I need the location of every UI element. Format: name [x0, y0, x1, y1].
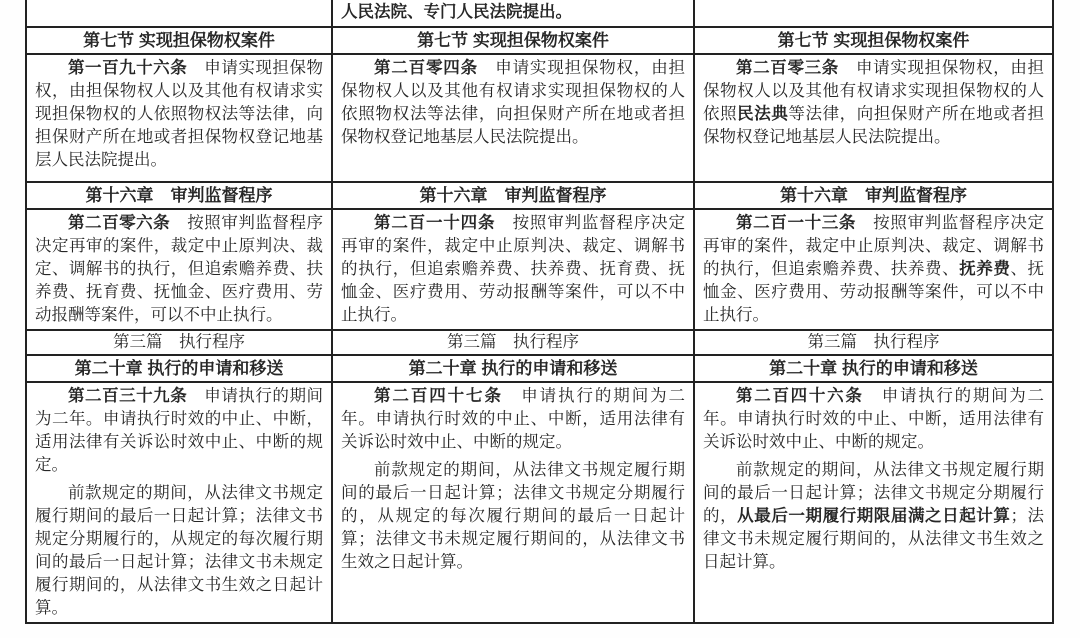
chapter-16-header-row: [26, 182, 1053, 209]
text-run: 申请执行的期间为二年。申请执行时效的中止、中断，适用法律有关诉讼时效中止、中断的规定。: [703, 387, 1044, 451]
chapter-20-header-row-cell-3: 第二十章 执行的申请和移送: [694, 355, 1053, 382]
section-7-header-row-cell-1: 第七节 实现担保物权案件: [26, 27, 332, 54]
bold-text-run: 第二百四十六条: [736, 387, 864, 405]
part-3-header-row: [26, 330, 1053, 355]
text-run: 、抚恤金、医疗费用、劳动报酬等案件，可以不中止执行。: [703, 260, 1045, 324]
bold-text-run: 第二百一十四条: [374, 214, 496, 232]
text-run: 按照审判监督程序决定再审的案件，裁定中止原判决、裁定、调解书的执行，但追索赡养费、扶养费、抚育费、抚恤金、医疗费用、劳动报酬等案件，可以不中止执行。: [341, 214, 686, 324]
bold-text-run: 第二百零六条: [68, 214, 171, 232]
section-7-header-row: [26, 27, 1053, 54]
paragraph: [703, 459, 1044, 574]
bold-text-run: 第二百三十九条: [68, 387, 188, 405]
execution-application-article-row-cell-2: [332, 382, 694, 623]
secured-property-rights-article-row: [26, 54, 1053, 182]
text-run: 前款规定的期间，从法律文书规定履行期间的最后一日起计算；法律文书规定分期履行的，从规定的每次履行期间的最后一日起计算；法律文书未规定履行期间的，从法律文书生效之日起计算。: [35, 484, 323, 617]
text-run: 申请执行的期间为二年。申请执行时效的中止、中断，适用法律有关诉讼时效中止、中断的规定。: [35, 387, 324, 474]
text-run: 申请实现担保物权，由担保物权人以及其他有权请求实现担保物权的人依照物权法等法律，向担保财产所在地或者担保物权登记地基层人民法院提出。: [35, 59, 324, 169]
text-run: 前款规定的期间，从法律文书规定履行期间的最后一日起计算；法律文书规定分期履行的，从规定的每次履行期间的最后一日起计算；法律文书未规定履行期间的，从法律文书生效之日起计算。: [341, 461, 685, 571]
execution-application-article-row-cell-1: [26, 382, 332, 623]
trial-supervision-article-row-cell-2: [332, 209, 694, 330]
text-run: 申请实现担保物权，由担保物权人以及其他有权请求实现担保物权的人依照: [703, 59, 1045, 123]
trial-supervision-article-row-cell-3: [694, 209, 1053, 330]
bold-text-run: 第二百零三条: [736, 59, 839, 77]
chapter-16-header-row-cell-3: 第十六章 审判监督程序: [694, 182, 1053, 209]
execution-application-article-row-cell-3: [694, 382, 1053, 623]
paragraph: [35, 385, 323, 477]
bold-text-run: 人民法院、专门人民法院提出。: [341, 3, 572, 21]
bold-text-run: 第二百零四条: [374, 59, 478, 77]
paragraph: [35, 57, 323, 172]
section-7-header-row-cell-3: 第七节 实现担保物权案件: [694, 27, 1053, 54]
bold-text-run: 第二百四十七条: [374, 387, 503, 405]
bold-text-run: 从最后一期履行期限届满之日起计算: [737, 507, 1011, 525]
secured-property-rights-article-row-cell-3: [694, 54, 1053, 182]
bold-text-run: 民法典: [737, 105, 789, 123]
paragraph: [341, 459, 685, 574]
part-3-header-row-cell-3: 第三篇 执行程序: [694, 330, 1053, 355]
secured-property-rights-article-row-cell-1: [26, 54, 332, 182]
continuation-row: [26, 0, 1053, 27]
paragraph: [35, 482, 323, 620]
part-3-header-row-cell-1: 第三篇 执行程序: [26, 330, 332, 355]
text-run: 按照审判监督程序决定再审的案件，裁定中止原判决、裁定、调解书的执行，但追索赡养费、扶养费、抚育费、抚恤金、医疗费用、劳动报酬等案件，可以不中止执行。: [35, 214, 324, 324]
execution-application-article-row: [26, 382, 1053, 623]
text-run: 按照审判监督程序决定再审的案件，裁定中止原判决、裁定、调解书的执行，但追索赡养费、扶养费、: [703, 214, 1045, 278]
trial-supervision-article-row-cell-1: [26, 209, 332, 330]
bold-text-run: 抚养费: [959, 260, 1011, 278]
bold-text-run: 第二百一十三条: [736, 214, 857, 232]
paragraph: [341, 385, 685, 454]
paragraph: [341, 57, 685, 149]
section-7-header-row-cell-2: 第七节 实现担保物权案件: [332, 27, 694, 54]
paragraph: [703, 57, 1044, 149]
chapter-16-header-row-cell-1: 第十六章 审判监督程序: [26, 182, 332, 209]
continuation-row-cell-2: [332, 0, 694, 27]
text-run: 等法律，向担保财产所在地或者担保物权登记地基层人民法院提出。: [703, 105, 1045, 146]
text-run: 申请执行的期间为二年。申请执行时效的中止、中断，适用法律有关诉讼时效中止、中断的规定。: [341, 387, 685, 451]
chapter-20-header-row-cell-1: 第二十章 执行的申请和移送: [26, 355, 332, 382]
paragraph: [703, 212, 1044, 327]
continuation-row-cell-3: [694, 0, 1053, 27]
text-run: ；法律文书未规定履行期间的，从法律文书生效之日起计算。: [703, 507, 1045, 571]
bold-text-run: 第一百九十六条: [68, 59, 188, 77]
paragraph: [703, 385, 1044, 454]
paragraph: [341, 212, 685, 327]
part-3-header-row-cell-2: 第三篇 执行程序: [332, 330, 694, 355]
continuation-row-cell-1: [26, 0, 332, 27]
chapter-16-header-row-cell-2: 第十六章 审判监督程序: [332, 182, 694, 209]
trial-supervision-article-row: [26, 209, 1053, 330]
chapter-20-header-row: [26, 355, 1053, 382]
text-run: 申请实现担保物权，由担保物权人以及其他有权请求实现担保物权的人依照物权法等法律，向担保财产所在地或者担保物权登记地基层人民法院提出。: [341, 59, 686, 146]
paragraph: [341, 1, 685, 24]
text-run: 前款规定的期间，从法律文书规定履行期间的最后一日起计算；法律文书规定分期履行的，: [703, 461, 1044, 525]
law-comparison-table: [25, 0, 1054, 624]
paragraph: [35, 212, 323, 327]
secured-property-rights-article-row-cell-2: [332, 54, 694, 182]
chapter-20-header-row-cell-2: 第二十章 执行的申请和移送: [332, 355, 694, 382]
